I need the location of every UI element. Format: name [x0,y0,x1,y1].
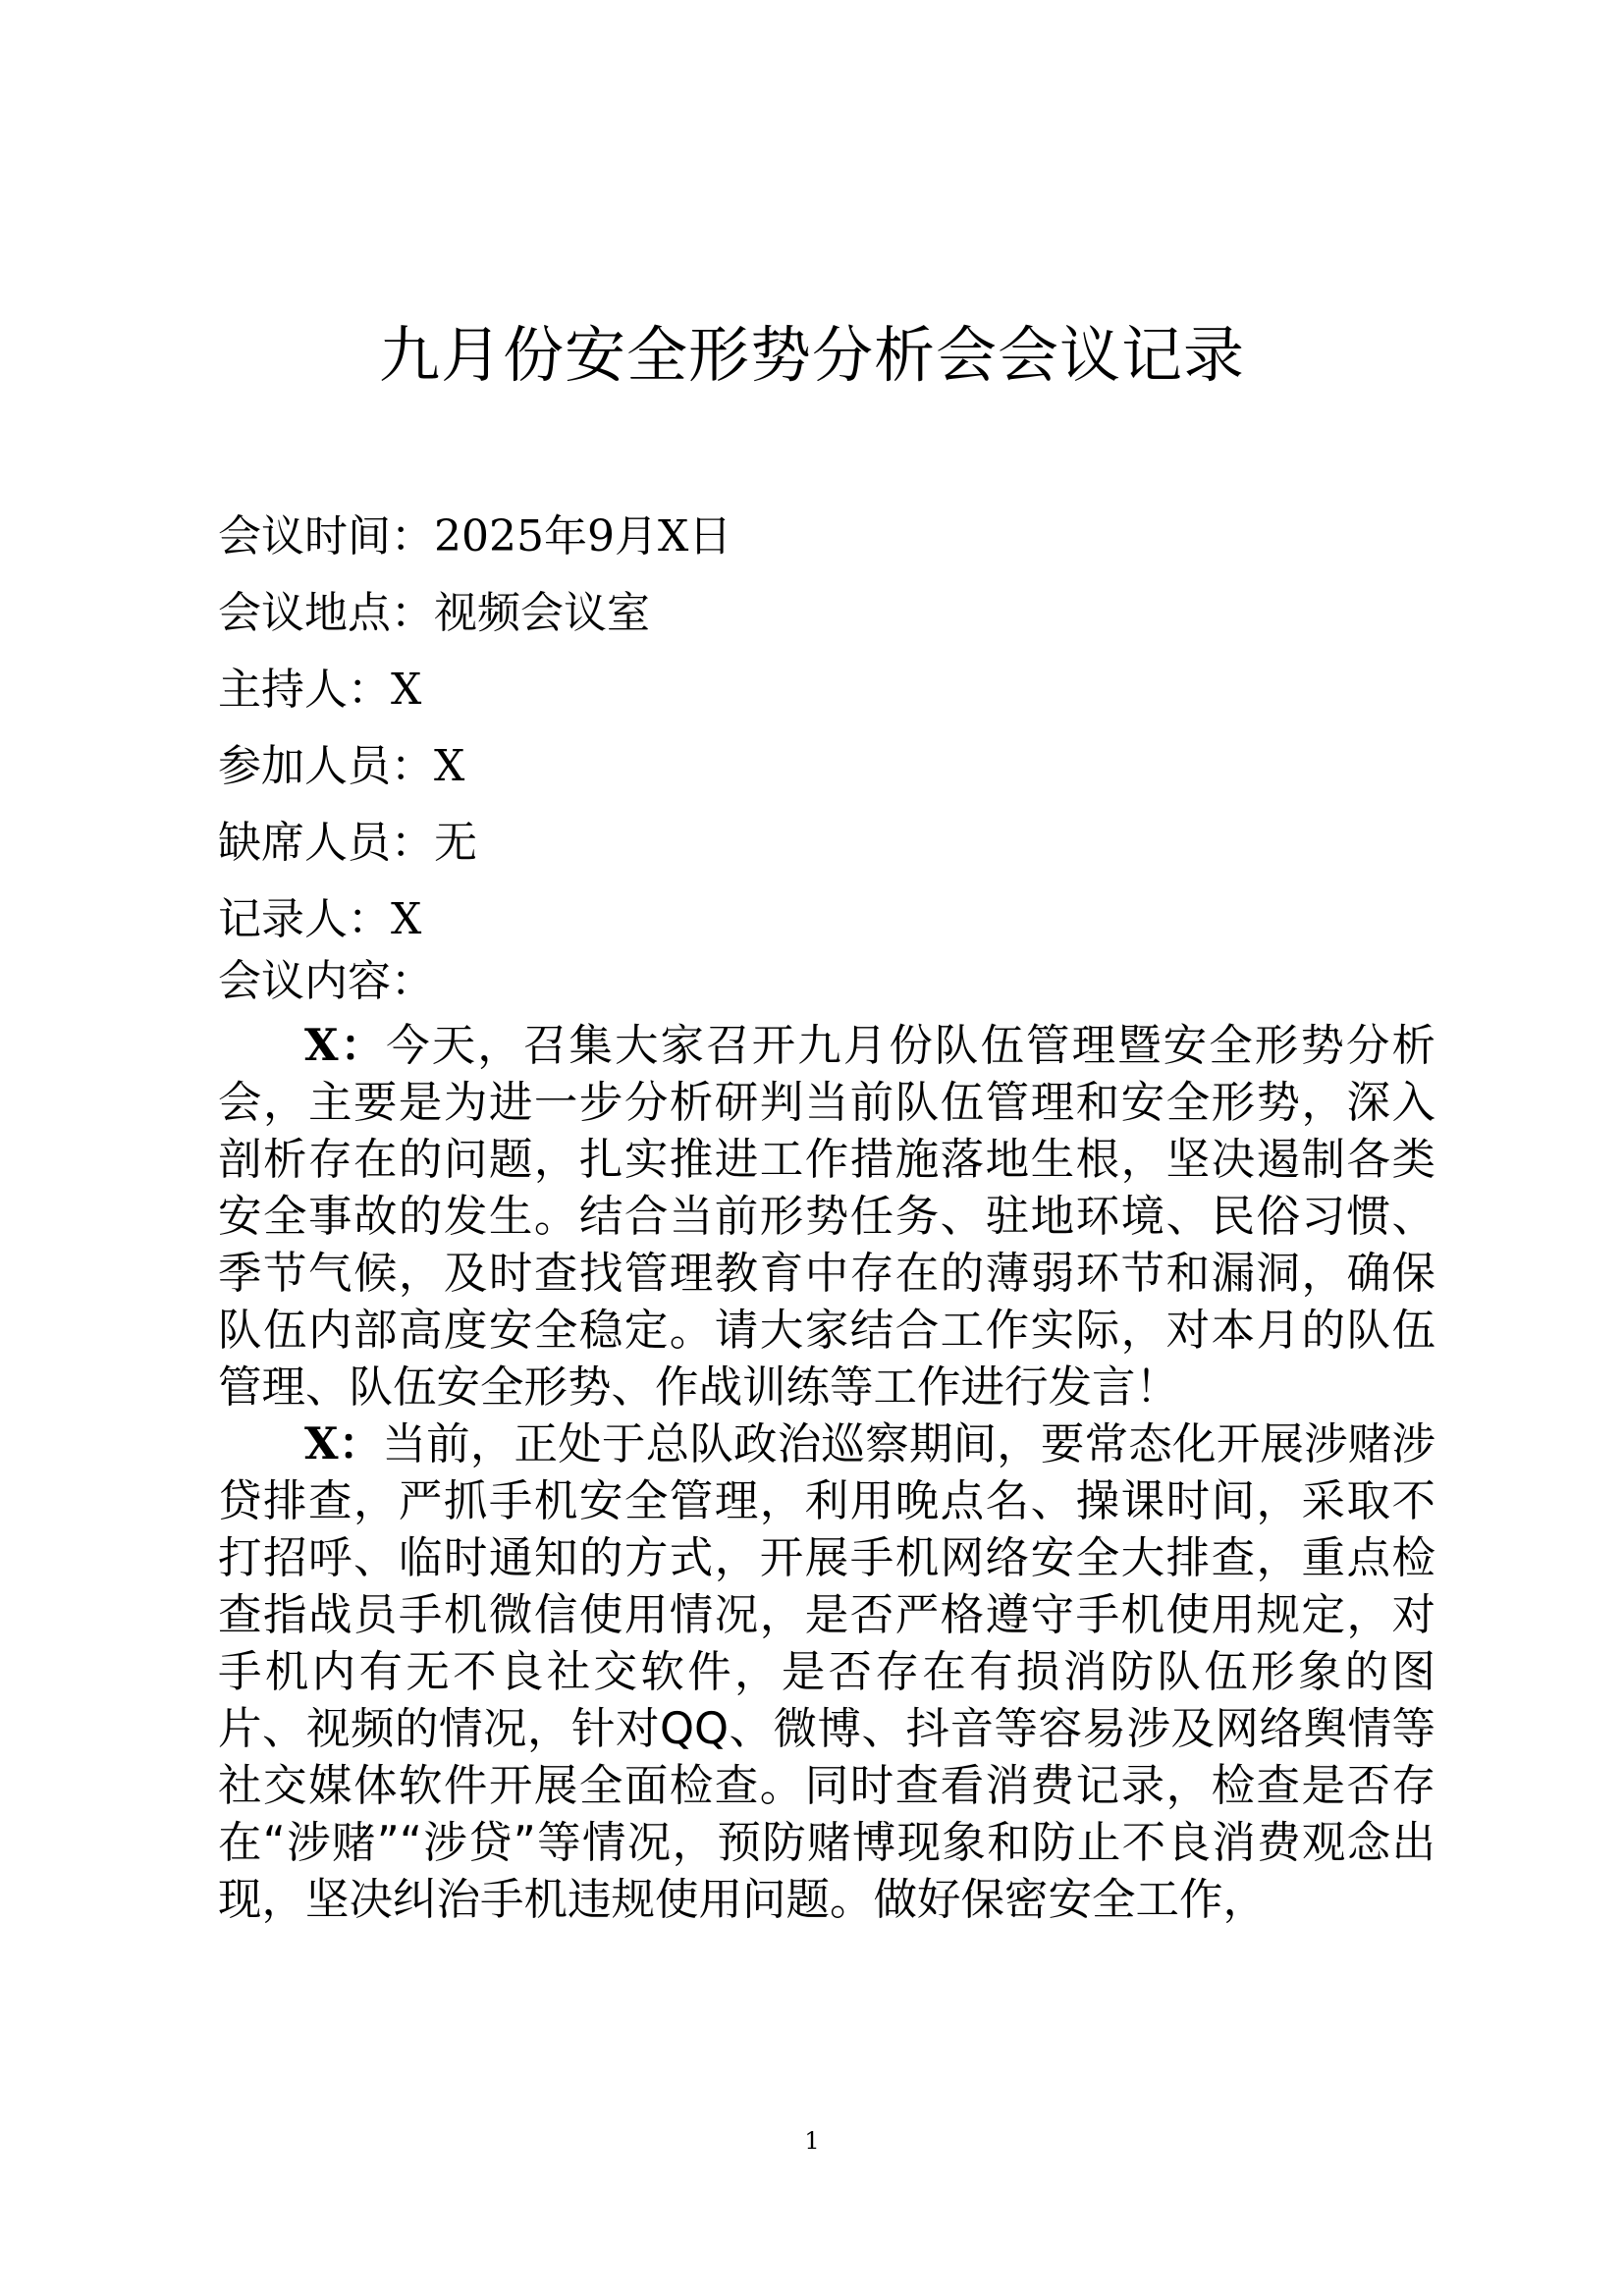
meta-label: 参加人员： [218,741,434,791]
meta-recorder [218,890,1435,949]
meta-label: 会议内容： [218,956,434,1006]
meta-meeting-time [218,507,1435,566]
paragraph-security-remarks [218,1415,1435,1929]
meta-value: X [434,741,465,791]
meta-label: 缺席人员： [218,818,434,868]
meta-label: 主持人： [218,665,391,715]
paragraph-text: 当前，正处于总队政治巡察期间，要常态化开展涉赌涉贷排查，严抓手机安全管理，利用晚点名、操课时间，采取不打招呼、临时通知的方式，开展手机网络安全大排查，重点检查指战员手机微信使用情况，是否严格遵守手机使用规定，对手机内有无不良社交软件，是否存在有损消防队伍形象的图片、视频的情况，针对QQ、微博、抖音等容易涉及网络舆情等社交媒体软件开展全面检查。同时查看消费记录，检查是否存在“涉赌”“涉贷”等情况，预防赌博现象和防止不良消费观念出现，坚决纠治手机违规使用问题。做好保密安全工作， [218,1419,1435,1925]
meta-value: X [391,665,422,715]
meta-value: 无 [434,818,477,868]
meta-value: 2025年9月X日 [434,511,732,561]
meta-label: 记录人： [218,894,391,944]
page-number: 1 [804,2127,820,2155]
document-title: 九月份安全形势分析会会议记录 [378,319,1245,391]
meta-value: 视频会议室 [434,588,650,638]
speaker-name: X： [304,1020,387,1071]
meta-absentees [218,814,1435,873]
meta-meeting-location [218,584,1435,643]
meta-meeting-content [218,952,1435,1011]
speaker-name: X： [304,1418,383,1469]
meta-label: 会议时间： [218,511,434,561]
paragraph-text: 今天，召集大家召开九月份队伍管理暨安全形势分析会，主要是为进一步分析研判当前队伍管理和安全形势，深入剖析存在的问题，扎实推进工作措施落地生根，坚决遏制各类安全事故的发生。结合当前形势任务、驻地环境、民俗习惯、季节气候，及时查找管理教育中存在的薄弱环节和漏洞，确保队伍内部高度安全稳定。请大家结合工作实际，对本月的队伍管理、队伍安全形势、作战训练等工作进行发言！ [218,1021,1435,1413]
meta-host [218,661,1435,720]
meta-attendees [218,737,1435,796]
paragraph-opening-remarks [218,1017,1435,1416]
meta-value: X [391,894,422,944]
meta-label: 会议地点： [218,588,434,638]
